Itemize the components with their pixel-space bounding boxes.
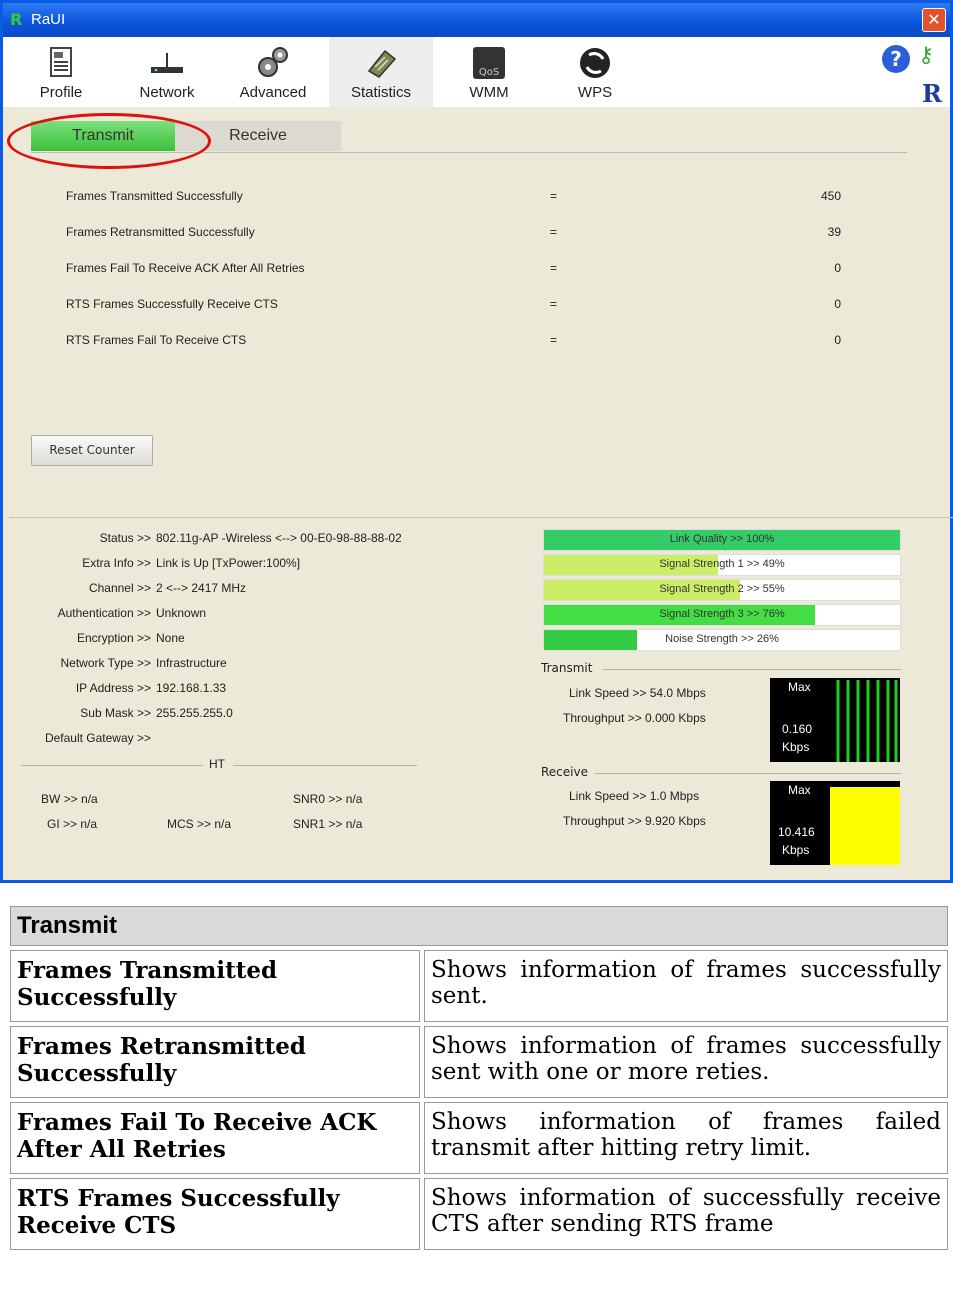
- group-line: [603, 669, 901, 670]
- ht-line: [233, 765, 417, 766]
- toolbar-label: Profile: [39, 84, 83, 101]
- info-key: Extra Info >>: [82, 556, 151, 570]
- receive-link-speed: Link Speed >> 1.0 Mbps: [569, 789, 700, 803]
- stat-label: Frames Retransmitted Successfully: [66, 225, 255, 239]
- transmit-doc-table: [6, 902, 952, 1254]
- stat-value: 0: [834, 297, 841, 311]
- info-keys: [3, 531, 151, 761]
- info-key: IP Address >>: [75, 681, 151, 695]
- link-quality-bar: [543, 529, 901, 551]
- toolbar-label: WMM: [469, 84, 509, 101]
- transmit-graph-lines: [830, 678, 900, 762]
- toolbar-label: Network: [139, 84, 195, 101]
- stat-label: RTS Frames Fail To Receive CTS: [66, 333, 247, 347]
- bar-label: Signal Strength 2 >> 55%: [659, 583, 785, 595]
- ht-mcs: MCS >> n/a: [167, 817, 232, 831]
- stat-row: [66, 333, 856, 353]
- info-values: [156, 531, 516, 761]
- stat-label: RTS Frames Successfully Receive CTS: [66, 297, 278, 311]
- table-row: [10, 1026, 948, 1098]
- reset-counter-button[interactable]: Reset Counter: [31, 435, 153, 466]
- stat-separator: =: [550, 189, 558, 203]
- signal-strength-1-bar: [543, 554, 901, 576]
- bar-label: Noise Strength >> 26%: [665, 633, 779, 645]
- toolbar-label: Advanced: [239, 84, 307, 101]
- graph-max: Max: [788, 783, 811, 797]
- ralink-logo: R: [922, 79, 942, 108]
- stat-value: 39: [827, 225, 841, 239]
- info-value: Unknown: [156, 606, 207, 620]
- doc-desc: Shows information of frames successfully sent.: [424, 950, 948, 1022]
- svg-text:QoS: QoS: [478, 67, 500, 78]
- key-icon[interactable]: ⚷: [918, 43, 935, 68]
- ht-snr0: SNR0 >> n/a: [293, 792, 363, 806]
- transmit-group-title: Transmit: [541, 661, 593, 675]
- toolbar-label: Statistics: [350, 84, 411, 101]
- tab-transmit[interactable]: Transmit: [31, 121, 175, 151]
- info-value: None: [156, 631, 185, 645]
- transmit-graph: [770, 678, 900, 762]
- stat-row: [66, 261, 856, 281]
- stat-value: 0: [834, 261, 841, 275]
- table-row: [10, 1102, 948, 1174]
- signal-strength-2-bar: [543, 579, 901, 601]
- help-icon[interactable]: ?: [882, 45, 910, 73]
- window-title: RaUI: [31, 11, 66, 28]
- info-value: 255.255.255.0: [156, 706, 233, 720]
- toolbar-label: WPS: [577, 84, 613, 101]
- info-key: Network Type >>: [60, 656, 151, 670]
- doc-term: RTS Frames Successfully Receive CTS: [10, 1178, 420, 1250]
- ralink-logo-icon: R: [10, 10, 23, 29]
- bar-label: Signal Strength 3 >> 76%: [659, 608, 785, 620]
- info-key: Authentication >>: [57, 606, 151, 620]
- doc-term: Frames Fail To Receive ACK After All Retries: [10, 1102, 420, 1174]
- toolbar-wmm[interactable]: [437, 37, 541, 107]
- info-key: Channel >>: [88, 581, 151, 595]
- graph-unit: Kbps: [782, 740, 810, 754]
- stat-value: 450: [820, 189, 841, 203]
- doc-term: Frames Transmitted Successfully: [10, 950, 420, 1022]
- stat-row: [66, 225, 856, 245]
- section-divider: [9, 517, 953, 518]
- stat-separator: =: [550, 333, 558, 347]
- toolbar-network[interactable]: [115, 37, 219, 107]
- graph-unit: Kbps: [782, 843, 810, 857]
- ht-snr1: SNR1 >> n/a: [293, 817, 363, 831]
- info-value: 802.11g-AP -Wireless <--> 00-E0-98-88-88-02: [156, 531, 402, 545]
- stat-row: [66, 189, 856, 209]
- toolbar: [3, 37, 950, 107]
- bar-label: Signal Strength 1 >> 49%: [659, 558, 785, 570]
- gears-icon: [255, 45, 291, 81]
- doc-header: Transmit: [10, 906, 948, 946]
- ht-title: HT: [209, 757, 225, 771]
- stat-label: Frames Fail To Receive ACK After All Retries: [66, 261, 305, 275]
- stat-value: 0: [834, 333, 841, 347]
- title-bar: [3, 3, 950, 37]
- info-key: Encryption >>: [76, 631, 151, 645]
- stat-separator: =: [550, 261, 558, 275]
- toolbar-profile[interactable]: [9, 37, 113, 107]
- signal-strength-3-bar: [543, 604, 901, 626]
- transmit-link-speed: Link Speed >> 54.0 Mbps: [569, 686, 706, 700]
- wps-icon: [577, 45, 613, 81]
- info-key: Status >>: [99, 531, 151, 545]
- info-key: Default Gateway >>: [44, 731, 151, 745]
- stat-row: [66, 297, 856, 317]
- info-value: 2 <--> 2417 MHz: [156, 581, 247, 595]
- network-icon: [149, 45, 185, 81]
- doc-desc: Shows information of frames failed transmit after hitting retry limit.: [424, 1102, 948, 1174]
- toolbar-advanced[interactable]: [221, 37, 325, 107]
- noise-strength-bar: [543, 629, 901, 651]
- stat-separator: =: [550, 225, 558, 239]
- info-value: Infrastructure: [156, 656, 227, 670]
- info-key: Sub Mask >>: [80, 706, 151, 720]
- tab-receive[interactable]: Receive: [175, 121, 341, 151]
- profile-icon: [43, 45, 79, 81]
- close-button[interactable]: ✕: [922, 8, 946, 32]
- ht-gi: GI >> n/a: [47, 817, 98, 831]
- stat-separator: =: [550, 297, 558, 311]
- graph-value: 10.416: [778, 825, 815, 839]
- info-value: 192.168.1.33: [156, 681, 227, 695]
- graph-value: 0.160: [782, 722, 813, 736]
- receive-graph: [770, 781, 900, 865]
- doc-term: Frames Retransmitted Successfully: [10, 1026, 420, 1098]
- statistics-icon: [363, 45, 399, 81]
- toolbar-statistics[interactable]: [329, 37, 433, 107]
- bar-label: Link Quality >> 100%: [669, 533, 775, 545]
- table-row: [10, 1178, 948, 1250]
- toolbar-wps[interactable]: [543, 37, 647, 107]
- doc-desc: Shows information of successfully receive CTS after sending RTS frame: [424, 1178, 948, 1250]
- group-line: [595, 773, 901, 774]
- qos-icon: [471, 45, 507, 81]
- doc-desc: Shows information of frames successfully sent with one or more reties.: [424, 1026, 948, 1098]
- transmit-throughput: Throughput >> 0.000 Kbps: [563, 711, 706, 725]
- graph-max: Max: [788, 680, 811, 694]
- info-value: Link is Up [TxPower:100%]: [156, 556, 301, 570]
- receive-graph-fill: [830, 787, 900, 865]
- highlight-ellipse: [7, 113, 211, 169]
- stat-label: Frames Transmitted Successfully: [66, 189, 243, 203]
- table-row: [10, 950, 948, 1022]
- ht-bw: BW >> n/a: [41, 792, 98, 806]
- receive-group-title: Receive: [541, 765, 588, 779]
- ht-line: [21, 765, 203, 766]
- receive-throughput: Throughput >> 9.920 Kbps: [563, 814, 706, 828]
